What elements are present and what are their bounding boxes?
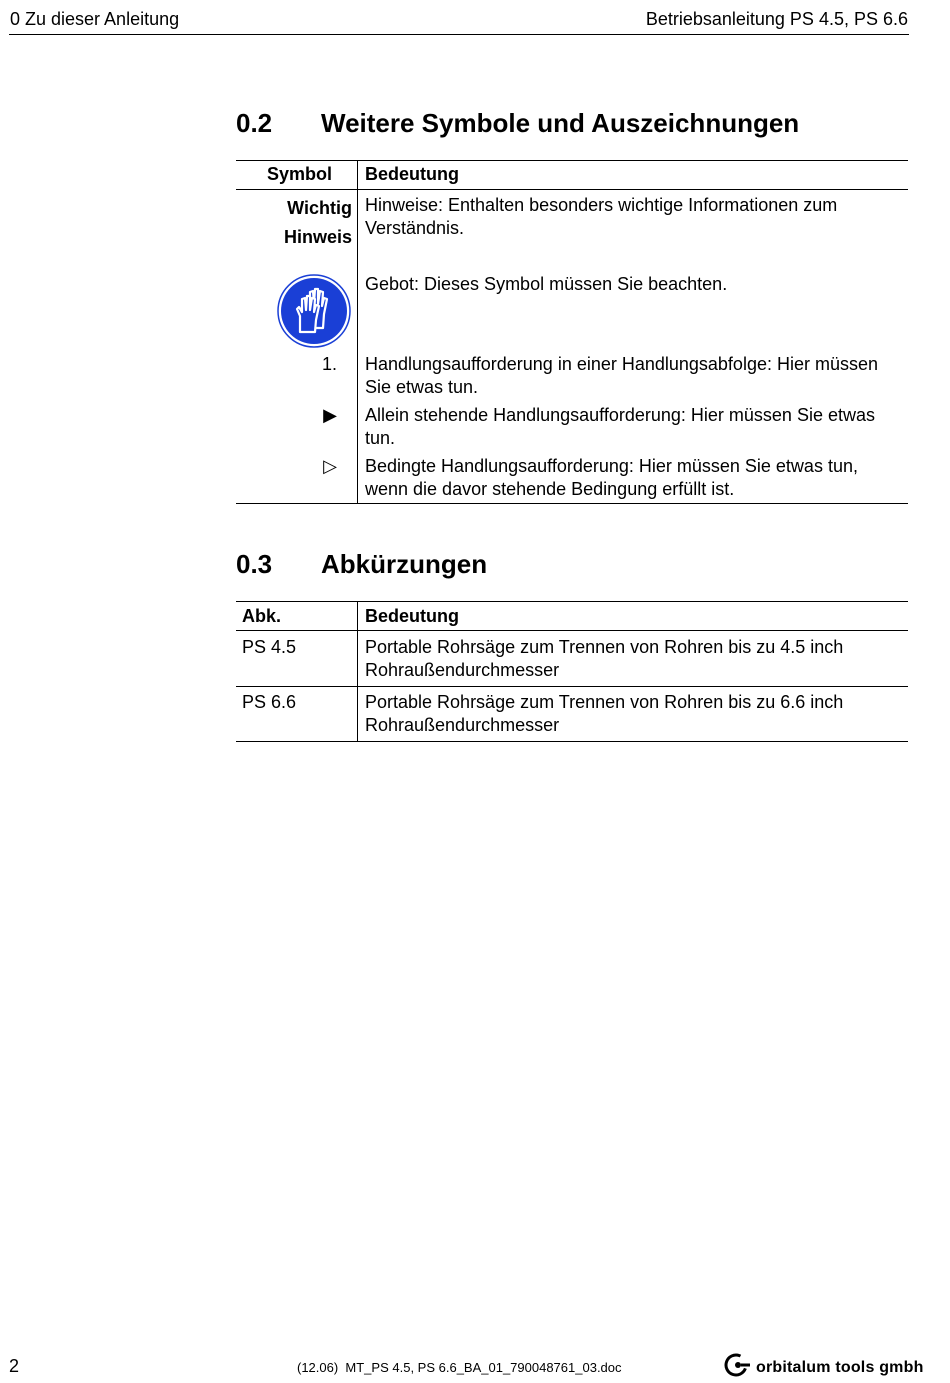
meaning-single-action: Allein stehende Handlungsaufforderung: Hier müssen Sie etwas tun. <box>365 405 875 448</box>
meaning-ps45: Portable Rohrsäge zum Trennen von Rohren bis zu 4.5 inch Rohraußendurchmesser <box>365 637 844 680</box>
meaning-ps66: Portable Rohrsäge zum Trennen von Rohren bis zu 6.6 inch Rohraußendurchmesser <box>365 692 844 735</box>
table-row-rule <box>236 686 908 687</box>
meaning-important-note: Hinweise: Enthalten besonders wichtige Informationen zum Verständnis. <box>365 195 838 238</box>
table-column-divider <box>357 601 358 741</box>
meaning-mandatory-symbol: Gebot: Dieses Symbol müssen Sie beachten. <box>365 274 728 294</box>
abbr-ps45: PS 4.5 <box>242 637 297 657</box>
meaning-step-sequence: Handlungsaufforderung in einer Handlungsabfolge: Hier müssen Sie etwas tun. <box>365 354 878 397</box>
abbreviations-table <box>236 601 908 743</box>
symbol-label-wichtig: Wichtig <box>287 198 352 218</box>
column-header-meaning: Bedeutung <box>365 164 459 184</box>
table-bottom-rule <box>236 503 908 504</box>
section-heading-abbreviations <box>236 549 487 580</box>
column-header-symbol: Symbol <box>266 164 332 184</box>
table-top-rule <box>236 160 908 161</box>
section-title: Weitere Symbole und Auszeichnungen <box>321 108 800 138</box>
header-rule <box>9 34 909 35</box>
document-reference: (12.06) MT_PS 4.5, PS 6.6_BA_01_790048761_03.doc <box>297 1360 622 1375</box>
section-number: 0.2 <box>236 108 273 138</box>
section-title: Abkürzungen <box>321 549 488 579</box>
meaning-conditional-action: Bedingte Handlungsaufforderung: Hier müssen Sie etwas tun, wenn die davor stehende Bedingung erfüllt ist. <box>365 456 858 499</box>
symbols-table <box>236 160 908 504</box>
table-column-divider <box>357 160 358 503</box>
symbol-label-hinweis: Hinweis <box>283 227 352 247</box>
company-logo <box>724 1352 924 1383</box>
symbol-important-note <box>236 194 352 252</box>
outline-triangle-icon: ▷ <box>323 456 337 476</box>
logo-wordmark: orbitalum tools gmbh <box>756 1358 924 1376</box>
section-heading-symbols <box>236 108 799 139</box>
filled-triangle-icon: ▶ <box>323 405 337 425</box>
table-top-rule <box>236 601 908 602</box>
table-bottom-rule <box>236 741 908 742</box>
column-header-meaning: Bedeutung <box>365 606 459 626</box>
running-header-manual-title: Betriebsanleitung PS 4.5, PS 6.6 <box>645 9 908 29</box>
column-header-abbr: Abk. <box>242 606 282 626</box>
table-header-rule <box>236 189 908 190</box>
page-number: 2 <box>9 1356 20 1376</box>
gloves-mandatory-icon <box>277 274 351 348</box>
orbitalum-logo-icon <box>724 1352 752 1383</box>
running-header-chapter: 0 Zu dieser Anleitung <box>10 9 180 29</box>
abbr-ps66: PS 6.6 <box>242 692 297 712</box>
symbol-step-number: 1. <box>321 354 337 374</box>
table-header-rule <box>236 630 908 631</box>
section-number: 0.3 <box>236 549 273 579</box>
